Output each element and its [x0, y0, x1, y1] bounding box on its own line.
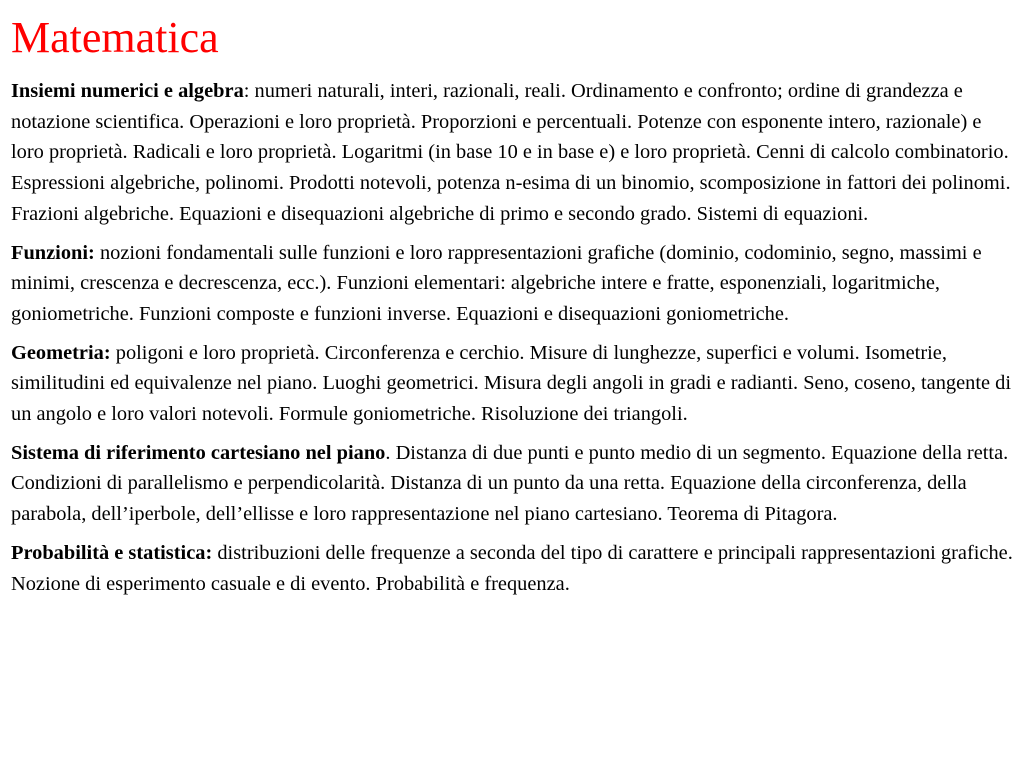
section-body: poligoni e loro proprietà. Circonferenza e cerchio. Misure di lunghezze, superfici e volumi. Isometrie, similitudini ed equivalenze nel piano. Luoghi geometrici. Misura degli angoli in gradi e radianti. Seno, coseno, tangente di un angolo e loro valori notevoli. Formule goniometriche. Risoluzione dei triangoli.	[11, 341, 1012, 426]
section-heading: Probabilità e statistica:	[11, 541, 213, 564]
section-separator: :	[243, 80, 255, 102]
section-funzioni	[11, 238, 1017, 330]
section-body: distribuzioni delle frequenze a seconda del tipo di carattere e principali rappresentazioni grafiche. Nozione di esperimento casuale e di evento. Probabilità e frequenza.	[11, 541, 1013, 595]
section-probabilita-statistica	[11, 538, 1017, 599]
syllabus-sections	[11, 76, 1017, 607]
section-body: numeri naturali, interi, razionali, reali. Ordinamento e confronto; ordine di grandezza e notazione scientifica. Operazioni e loro proprietà. Proporzioni e percentuali. Potenze con esponente intero, razionale) e loro proprietà. Radicali e loro proprietà. Logaritmi (in base 10 e in base e) e loro proprietà. Cenni di calcolo combinatorio. Espressioni algebriche, polinomi. Prodotti notevoli, potenza n-esima di un binomio, scomposizione in fattori dei polinomi. Frazioni algebriche. Equazioni e disequazioni algebriche di primo e secondo grado. Sistemi di equazioni.	[11, 80, 1011, 225]
section-heading: Sistema di riferimento cartesiano nel piano	[11, 441, 386, 464]
section-body: nozioni fondamentali sulle funzioni e loro rappresentazioni grafiche (dominio, codominio, segno, massimi e minimi, crescenza e decrescenza, ecc.). Funzioni elementari: algebriche intere e fratte, esponenziali, logaritmiche, goniometriche. Funzioni composte e funzioni inverse. Equazioni e disequazioni goniometriche.	[11, 241, 982, 325]
section-heading: Insiemi numerici e algebra	[11, 80, 244, 102]
page-title: Matematica	[11, 13, 219, 62]
section-geometria	[11, 338, 1017, 430]
section-insiemi-numerici	[11, 76, 1017, 230]
section-heading: Geometria:	[11, 341, 111, 364]
section-heading: Funzioni:	[11, 241, 95, 264]
section-body: Distanza di due punti e punto medio di un segmento. Equazione della retta. Condizioni di parallelismo e perpendicolarità. Distanza di un punto da una retta. Equazione della circonferenza, della parabola, dell’iperbole, dell’ellisse e loro rappresentazione nel piano cartesiano. Teorema di Pitagora.	[11, 441, 1009, 526]
section-sistema-cartesiano	[11, 438, 1017, 530]
section-separator: .	[385, 441, 396, 464]
